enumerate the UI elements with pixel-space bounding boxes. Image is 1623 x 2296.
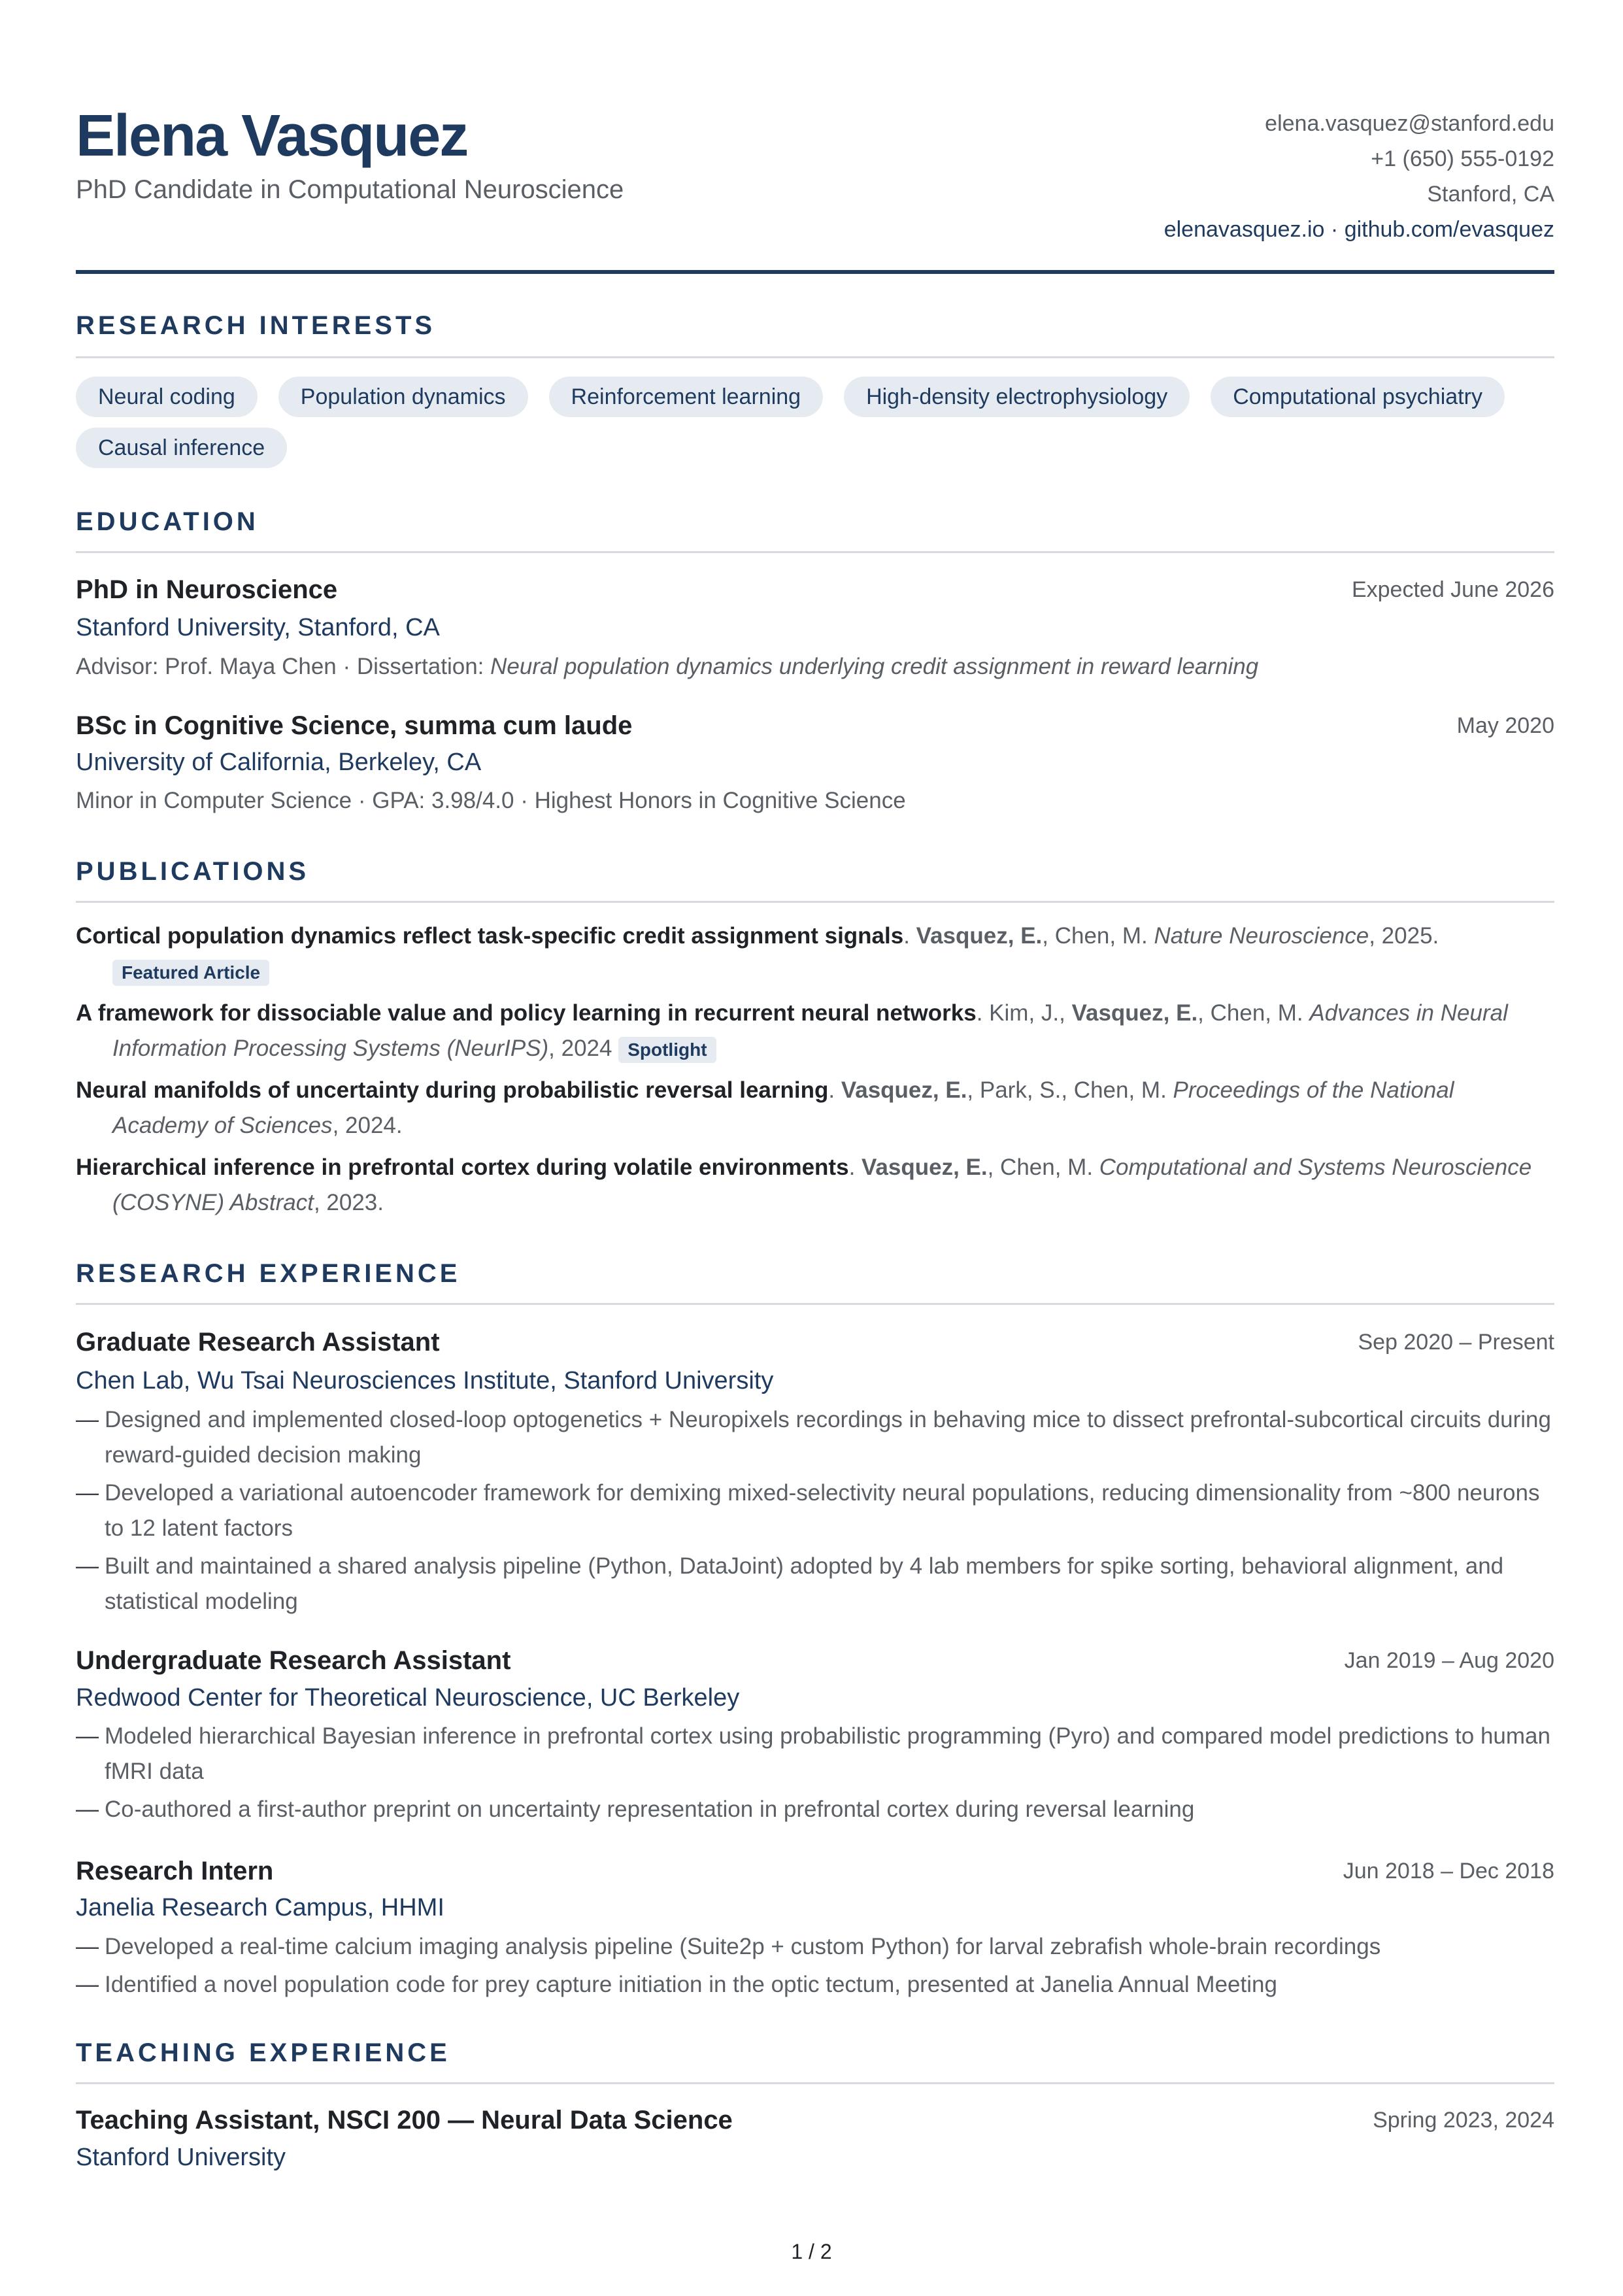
education-note: [76, 649, 1258, 684]
section-title-research-experience: RESEARCH EXPERIENCE: [76, 1259, 461, 1288]
experience-date: Jan 2019 – Aug 2020: [1344, 1648, 1554, 1673]
experience-org: Janelia Research Campus, HHMI: [76, 1894, 444, 1921]
bullet-dash: —: [76, 1797, 99, 1822]
publication-item: [76, 996, 1554, 1066]
section-divider: [76, 1303, 1554, 1305]
section-divider: [76, 551, 1554, 553]
author-self: Vasquez, E.: [916, 923, 1043, 949]
experience-date: Sep 2020 – Present: [1358, 1330, 1554, 1355]
teaching-org: Stanford University: [76, 2144, 286, 2171]
publication-sep: .: [903, 923, 916, 949]
interest-chip: Neural coding: [76, 377, 258, 417]
education-institution: University of California, Berkeley, CA: [76, 749, 482, 776]
author-self: Vasquez, E.: [841, 1077, 967, 1103]
education-date: Expected June 2026: [1351, 577, 1554, 602]
bullet-item: [76, 1402, 1554, 1473]
bullet-text: Identified a novel population code for prey capture initiation in the optic tectum, presented at Janelia Annual Meeting: [105, 1972, 1277, 1997]
featured-article-badge: Featured Article: [112, 960, 269, 986]
publication-title: Neural manifolds of uncertainty during probabilistic reversal learning: [76, 1077, 829, 1103]
education-institution: Stanford University, Stanford, CA: [76, 614, 440, 641]
experience-org: Chen Lab, Wu Tsai Neurosciences Institute, Stanford University: [76, 1367, 774, 1394]
publication-year: , 2024: [548, 1036, 612, 1061]
experience-bullets: [76, 1719, 1554, 1830]
dissertation-title: Neural population dynamics underlying credit assignment in reward learning: [490, 654, 1259, 679]
publication-sep: .: [828, 1077, 841, 1103]
bullet-item: [76, 1929, 1554, 1965]
interest-chip: High-density electrophysiology: [844, 377, 1190, 417]
publication-venue: Advances in Neural Information Processing Systems (NeurIPS): [112, 1000, 1508, 1061]
bullet-dash: —: [76, 1934, 99, 1959]
publication-authors: , Chen, M.: [987, 1155, 1099, 1180]
teaching-date: Spring 2023, 2024: [1373, 2108, 1554, 2133]
bullet-text: Developed a real-time calcium imaging analysis pipeline (Suite2p + custom Python) for larval zebrafish whole-brain recordings: [105, 1934, 1381, 1959]
bullet-text: Designed and implemented closed-loop optogenetics + Neuropixels recordings in behaving mice to dissect prefrontal-subcortical circuits during reward-guided decision making: [105, 1407, 1551, 1468]
bullet-dash: —: [76, 1723, 99, 1749]
section-divider: [76, 2082, 1554, 2084]
interest-chip: Population dynamics: [278, 377, 528, 417]
section-title-education: EDUCATION: [76, 507, 259, 536]
header-divider: [76, 270, 1554, 274]
education-date: May 2020: [1456, 713, 1554, 738]
interest-chip: Reinforcement learning: [549, 377, 824, 417]
experience-role: Graduate Research Assistant: [76, 1328, 440, 1357]
author-self: Vasquez, E.: [1071, 1000, 1198, 1026]
bullet-dash: —: [76, 1553, 99, 1579]
experience-org: Redwood Center for Theoretical Neuroscience, UC Berkeley: [76, 1684, 740, 1712]
bullet-text: Co-authored a first-author preprint on uncertainty representation in prefrontal cortex during reversal learning: [105, 1797, 1195, 1822]
bullet-text: Built and maintained a shared analysis pipeline (Python, DataJoint) adopted by 4 lab members for spike sorting, behavioral alignment, and statistical modeling: [105, 1553, 1504, 1614]
author-self: Vasquez, E.: [862, 1155, 988, 1180]
publication-title: Cortical population dynamics reflect task-specific credit assignment signals: [76, 923, 904, 949]
experience-bullets: [76, 1402, 1554, 1622]
contact-block: [1164, 106, 1554, 247]
publication-sep: .: [848, 1155, 862, 1180]
bullet-item: [76, 1967, 1554, 2002]
candidate-subtitle: PhD Candidate in Computational Neuroscience: [76, 175, 624, 204]
section-title-publications: PUBLICATIONS: [76, 857, 310, 886]
publication-year: , 2024.: [332, 1113, 403, 1138]
publication-year: , 2025.: [1369, 923, 1439, 949]
interest-chip: Computational psychiatry: [1211, 377, 1505, 417]
experience-bullets: [76, 1929, 1554, 2005]
education-degree: PhD in Neuroscience: [76, 575, 338, 604]
publication-title: A framework for dissociable value and policy learning in recurrent neural networks: [76, 1000, 977, 1026]
publication-venue: Nature Neuroscience: [1154, 923, 1369, 949]
experience-role: Research Intern: [76, 1857, 274, 1885]
experience-date: Jun 2018 – Dec 2018: [1343, 1859, 1554, 1883]
bullet-dash: —: [76, 1972, 99, 1997]
contact-email[interactable]: elena.vasquez@stanford.edu: [1265, 111, 1554, 136]
page-number: 1 / 2: [791, 2240, 832, 2263]
contact-links: [1164, 212, 1554, 247]
spotlight-badge: Spotlight: [618, 1037, 716, 1063]
bullet-item: [76, 1792, 1554, 1827]
interest-chips: [76, 377, 1554, 468]
publication-venue: Proceedings of the National Academy of Sciences: [112, 1077, 1454, 1138]
publication-authors: , Park, S., Chen, M.: [967, 1077, 1173, 1103]
education-degree: BSc in Cognitive Science, summa cum laude: [76, 711, 633, 740]
publication-item: [76, 1150, 1554, 1221]
publication-item: [76, 919, 1554, 989]
publication-authors: , Chen, M.: [1042, 923, 1154, 949]
interest-chip: Causal inference: [76, 428, 287, 468]
section-title-research-interests: RESEARCH INTERESTS: [76, 311, 436, 340]
teaching-role: Teaching Assistant, NSCI 200 — Neural Data Science: [76, 2106, 733, 2135]
bullet-dash: —: [76, 1407, 99, 1432]
link-separator: ·: [1324, 217, 1345, 242]
publication-authors: . Kim, J.,: [976, 1000, 1072, 1026]
contact-phone: +1 (650) 555-0192: [1371, 146, 1554, 171]
candidate-name: Elena Vasquez: [76, 103, 468, 169]
experience-role: Undergraduate Research Assistant: [76, 1646, 511, 1675]
bullet-text: Modeled hierarchical Bayesian inference in prefrontal cortex using probabilistic programming (Pyro) and compared model predictions to human fMRI data: [105, 1723, 1550, 1784]
bullet-dash: —: [76, 1480, 99, 1506]
bullet-item: [76, 1719, 1554, 1789]
bullet-text: Developed a variational autoencoder framework for demixing mixed-selectivity neural populations, reducing dimensionality from ~800 neurons to 12 latent factors: [105, 1480, 1540, 1541]
education-note: Minor in Computer Science · GPA: 3.98/4.0 · Highest Honors in Cognitive Science: [76, 788, 906, 813]
publication-title: Hierarchical inference in prefrontal cortex during volatile environments: [76, 1155, 849, 1180]
github-link[interactable]: github.com/evasquez: [1344, 217, 1554, 242]
publication-item: [76, 1073, 1554, 1143]
publication-venue: Computational and Systems Neuroscience (COSYNE) Abstract: [112, 1155, 1532, 1215]
section-divider: [76, 356, 1554, 358]
bullet-item: [76, 1549, 1554, 1619]
advisor-text: Advisor: Prof. Maya Chen · Dissertation:: [76, 654, 491, 679]
section-divider: [76, 901, 1554, 903]
website-link[interactable]: elenavasquez.io: [1163, 217, 1325, 242]
publication-year: , 2023.: [313, 1190, 384, 1215]
publication-authors: , Chen, M.: [1197, 1000, 1310, 1026]
section-title-teaching-experience: TEACHING EXPERIENCE: [76, 2038, 450, 2067]
bullet-item: [76, 1476, 1554, 1546]
contact-location: Stanford, CA: [1427, 182, 1554, 207]
